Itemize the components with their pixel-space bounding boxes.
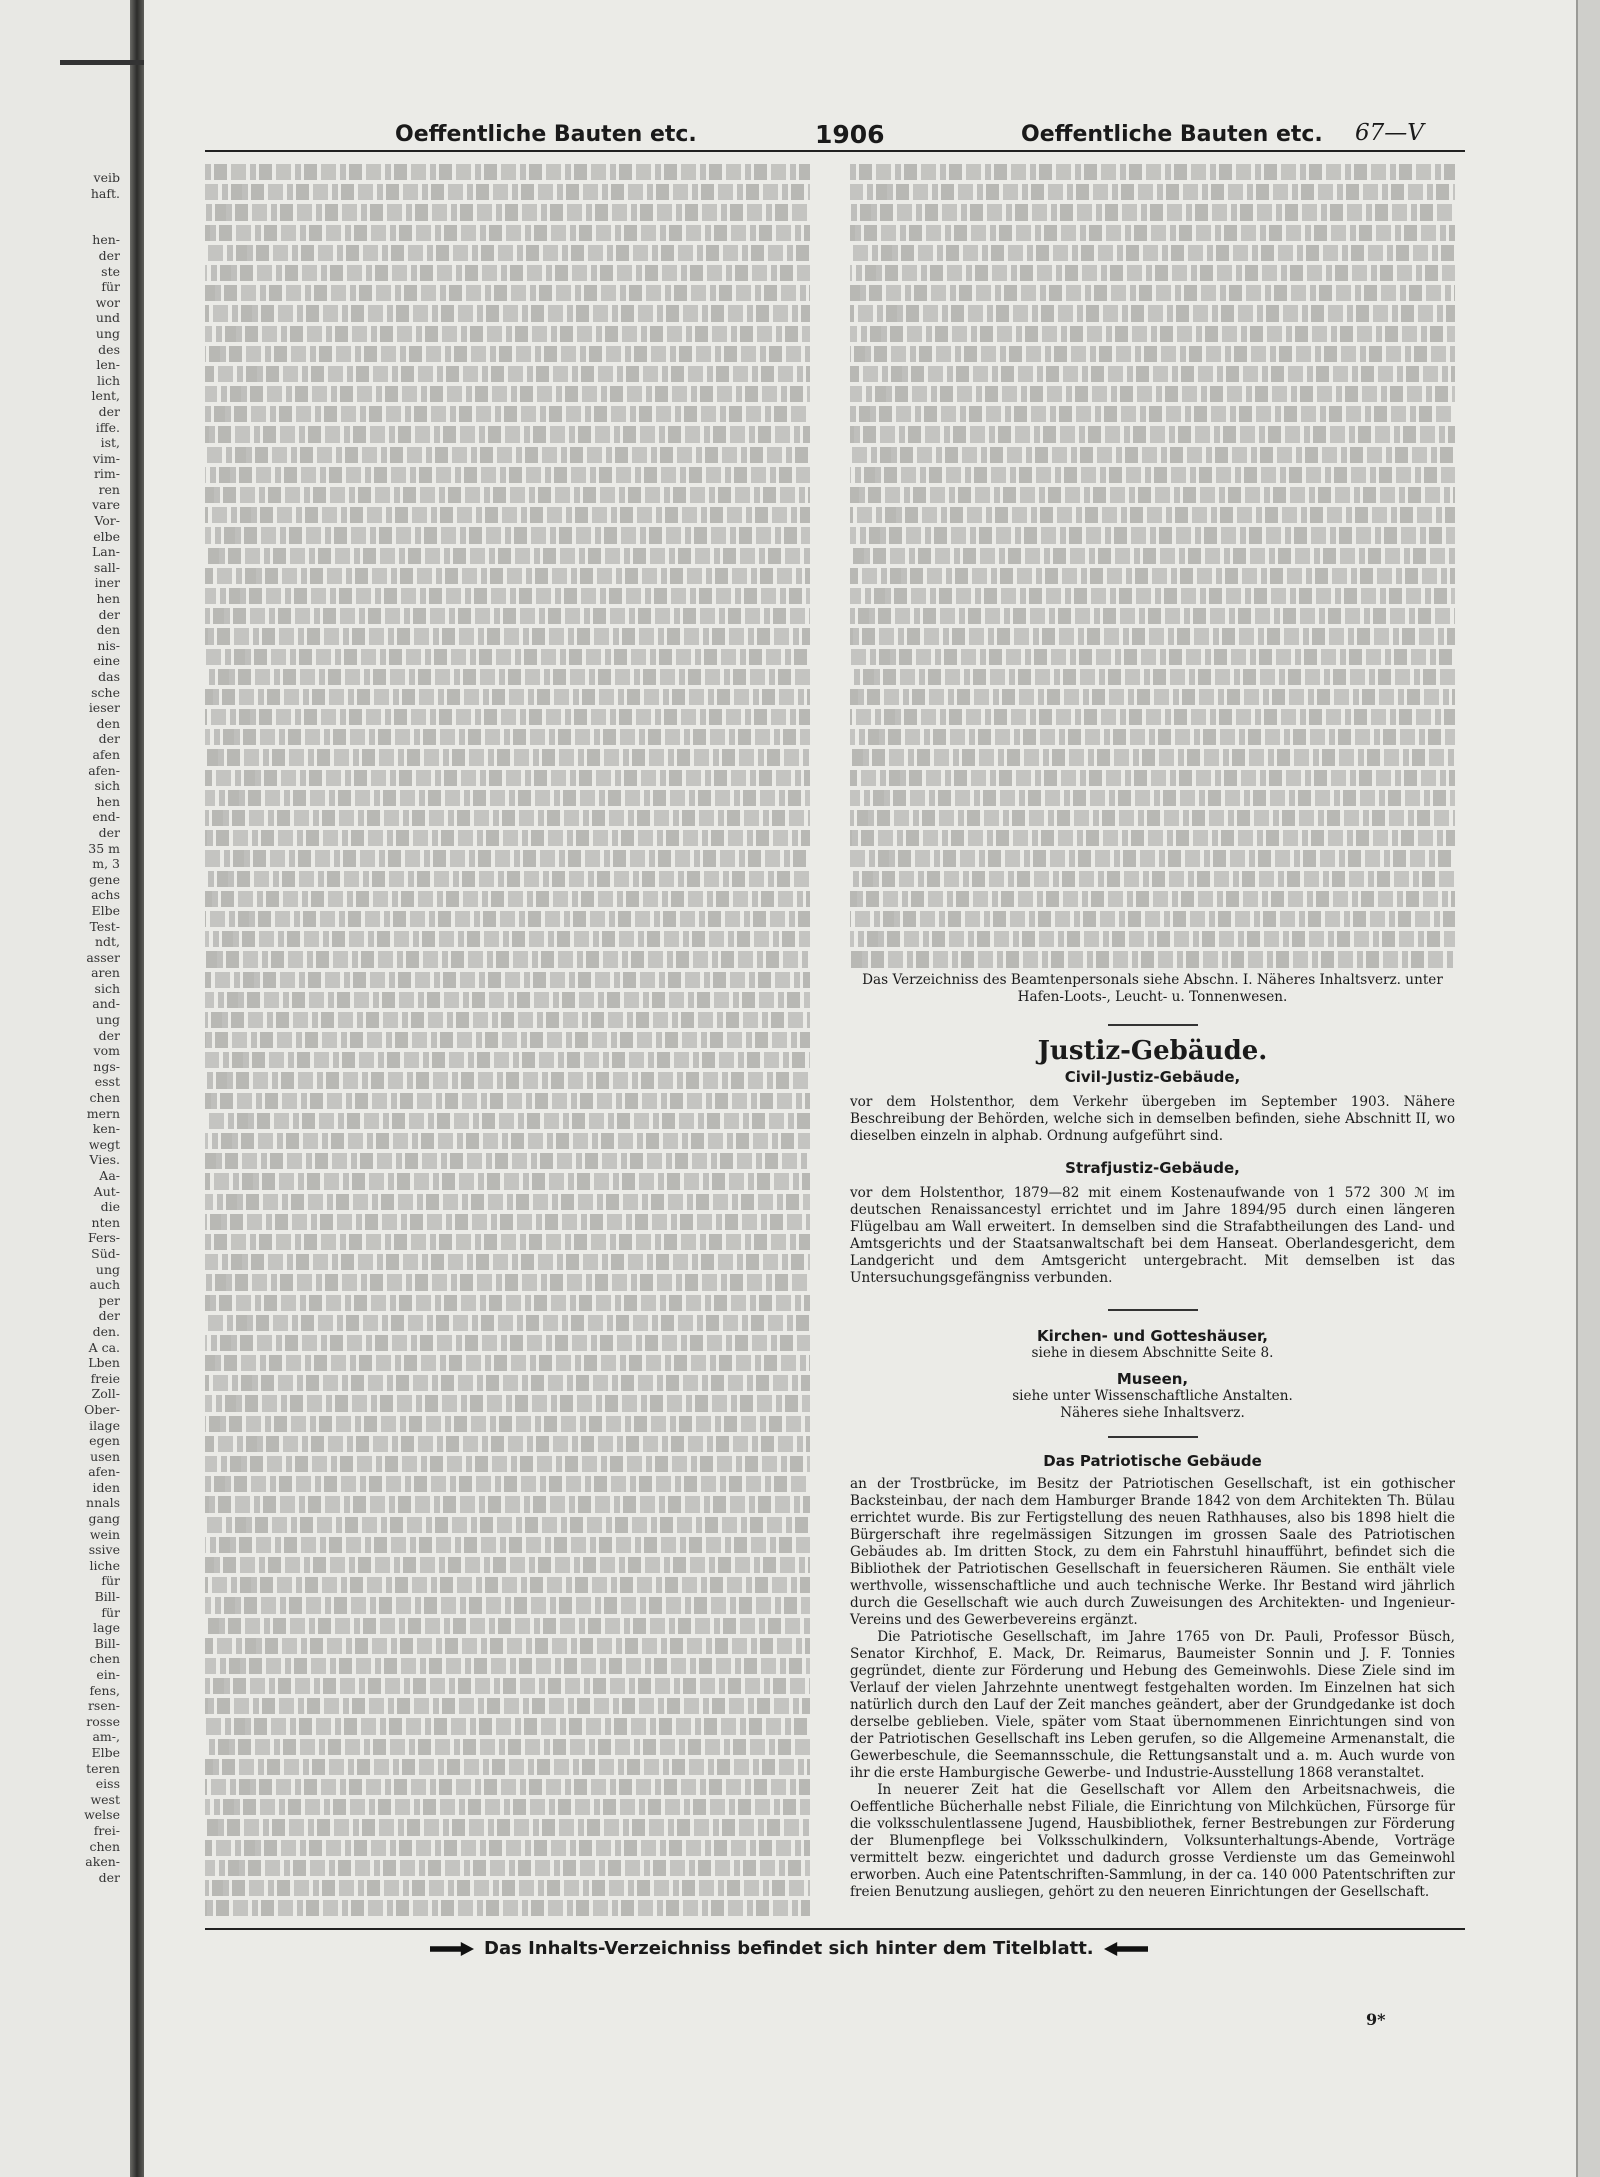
- margin-fragment: den: [96, 715, 120, 731]
- illegible-line: [205, 1093, 810, 1109]
- illegible-line: [850, 487, 1455, 503]
- margin-fragment: des: [98, 341, 120, 357]
- margin-fragment: der: [98, 606, 120, 622]
- illegible-line: [205, 608, 810, 624]
- illegible-line: [205, 1194, 810, 1210]
- illegible-line: [205, 1577, 810, 1593]
- illegible-line: [205, 548, 810, 564]
- margin-fragment: vom: [93, 1043, 120, 1059]
- illegible-line: [205, 184, 810, 200]
- kirchen-title: Kirchen- und Gotteshäuser,: [1037, 1326, 1268, 1345]
- illegible-line: [205, 810, 810, 826]
- margin-fragment: asser: [86, 949, 120, 965]
- margin-fragment: für: [101, 1573, 120, 1589]
- margin-fragment: ein-: [96, 1667, 120, 1682]
- illegible-line: [205, 1113, 810, 1129]
- illegible-line: [205, 386, 810, 402]
- margin-fragment: lich: [96, 372, 120, 388]
- margin-fragment: gang: [88, 1511, 120, 1527]
- illegible-line: [205, 346, 810, 362]
- margin-fragment: den.: [92, 1323, 120, 1339]
- margin-fragment: für: [101, 279, 120, 295]
- margin-fragment: am-,: [92, 1729, 120, 1745]
- margin-fragment: lage: [93, 1620, 120, 1636]
- margin-fragment: ndt,: [94, 934, 120, 950]
- illegible-line: [205, 1638, 810, 1654]
- illegible-line: [850, 709, 1455, 725]
- illegible-line: [205, 265, 810, 281]
- margin-fragment: end-: [92, 809, 120, 825]
- illegible-line: [205, 749, 810, 765]
- illegible-line: [205, 326, 810, 342]
- header-year: 1906: [815, 120, 885, 149]
- margin-fragment: Vies.: [89, 1152, 120, 1168]
- illegible-line: [205, 1234, 810, 1250]
- illegible-line: [205, 1880, 810, 1896]
- margin-fragment: and-: [92, 996, 120, 1012]
- personnel-note: Das Verzeichniss des Beamtenpersonals siehe Abschn. I. Näheres Inhaltsverz. unter Hafen-Loots-, Leucht- u. Tonnenwesen.: [862, 971, 1443, 1005]
- museen-title: Museen,: [1116, 1369, 1189, 1388]
- illegible-line: [205, 467, 810, 483]
- illegible-line: [850, 931, 1455, 947]
- illegible-line: [205, 225, 810, 241]
- margin-fragment: [0, 201, 120, 217]
- next-page-edge: [1576, 0, 1600, 2177]
- margin-fragment: wein: [89, 1526, 120, 1542]
- illegible-line: [205, 1072, 810, 1088]
- illegible-line: [205, 1799, 810, 1815]
- margin-fragment: sich: [94, 980, 120, 996]
- illegible-line: [205, 628, 810, 644]
- illegible-line: [205, 1739, 810, 1755]
- illegible-line: [205, 1718, 810, 1734]
- illegible-line: [205, 1335, 810, 1351]
- margin-fragment: egen: [89, 1433, 120, 1449]
- margin-fragment: mern: [86, 1105, 120, 1121]
- illegible-line: [850, 326, 1455, 342]
- margin-fragment: rosse: [86, 1713, 120, 1729]
- illegible-line: [205, 1173, 810, 1189]
- illegible-line: [205, 1759, 810, 1775]
- printer-signature: 9*: [1366, 2010, 1386, 2029]
- illegible-line: [205, 992, 810, 1008]
- margin-fragment: 35 m: [88, 840, 120, 856]
- illegible-line: [205, 1860, 810, 1876]
- strafjustiz-text: vor dem Holstenthor, 1879—82 mit einem Kostenaufwande von 1 572 300 ℳ im deutschen Renaissancestyl errichtet und im Jahre 1894/95 durch einen längeren Flügelbau am Wall erweitert. In demselben sind die Strafabtheilungen des Land- und Amtsgerichts und der Staatsanwaltschaft bei dem Hanseat. Oberlandesgericht, dem Landgericht und dem Amtsgericht untergebracht. Mit demselben ist das Untersuchungsgefängniss verbunden.: [850, 1184, 1455, 1286]
- illegible-line: [205, 1840, 810, 1856]
- illegible-line: [850, 729, 1455, 745]
- illegible-line: [850, 265, 1455, 281]
- illegible-line: [205, 830, 810, 846]
- illegible-line: [850, 951, 1455, 967]
- margin-fragment: nten: [91, 1214, 120, 1230]
- margin-fragment: hen: [96, 591, 120, 607]
- margin-fragment: nnals: [86, 1495, 120, 1511]
- pointing-hand-right-icon: [430, 1942, 474, 1956]
- patriotic-text-3: In neuerer Zeit hat die Gesellschaft vor Allem den Arbeitsnachweis, die Oeffentliche Bücherhalle nebst Filiale, die Einrichtung von Milchküchen, Fürsorge für die volksschulentlassene Jugend, Hausbibliothek, ferner Bestrebungen zur Förderung der Blumenpflege bei Volksschulkindern, Volksunterhaltungs-Abende, Vorträge vermittelt bezw. eingerichtet und dadurch grosse Verdienste um das Gemeinwohl erworben. Auch eine Patentschriften-Sammlung, in der ca. 140 000 Patentschriften zur freien Benutzung ausliegen, gehört zu den neueren Einrichtungen der Gesellschaft.: [850, 1781, 1455, 1900]
- margin-fragment: der: [98, 1308, 120, 1324]
- illegible-line: [850, 386, 1455, 402]
- illegible-line: [850, 305, 1455, 321]
- margin-fragment: liche: [89, 1557, 120, 1573]
- margin-fragment: rsen-: [87, 1698, 120, 1714]
- margin-fragment: ieser: [88, 700, 120, 716]
- margin-fragment: iden: [92, 1479, 120, 1495]
- margin-fragment: ren: [98, 481, 120, 497]
- illegible-line: [205, 1032, 810, 1048]
- illegible-line: [850, 346, 1455, 362]
- margin-fragment: Vor-: [94, 513, 120, 529]
- margin-fragment: sich: [94, 778, 120, 794]
- margin-fragment: usen: [90, 1448, 120, 1464]
- margin-fragment: gene: [89, 871, 120, 887]
- illegible-line: [850, 810, 1455, 826]
- illegible-line: [205, 1658, 810, 1674]
- illegible-line: [850, 749, 1455, 765]
- margin-fragment: elbe: [93, 528, 120, 544]
- illegible-line: [850, 850, 1455, 866]
- illegible-line: [850, 406, 1455, 422]
- illegible-line: [205, 1436, 810, 1452]
- illegible-line: [850, 649, 1455, 665]
- illegible-line: [205, 871, 810, 887]
- margin-fragment: Test-: [89, 918, 120, 934]
- illegible-line: [205, 366, 810, 382]
- illegible-line: [205, 911, 810, 927]
- illegible-line: [850, 426, 1455, 442]
- illegible-line: [205, 709, 810, 725]
- margin-fragment: hen-: [92, 232, 120, 248]
- footer-rule: [205, 1928, 1465, 1930]
- header-rule: [205, 150, 1465, 152]
- illegible-line: [850, 790, 1455, 806]
- header-right-title: Oeffentliche Bauten etc.: [1021, 122, 1323, 147]
- section-divider: [1108, 1024, 1198, 1026]
- margin-fragment: Aa-: [99, 1168, 120, 1183]
- margin-fragment: auch: [89, 1277, 120, 1293]
- margin-fragment: frei-: [93, 1822, 120, 1838]
- illegible-line: [850, 164, 1455, 180]
- illegible-line: [205, 1496, 810, 1512]
- illegible-line: [205, 972, 810, 988]
- illegible-line: [850, 891, 1455, 907]
- illegible-line: [205, 1597, 810, 1613]
- illegible-line: [205, 1698, 810, 1714]
- margin-fragment: Bill-: [94, 1589, 120, 1605]
- illegible-line: [205, 1133, 810, 1149]
- margin-fragment: A ca.: [88, 1339, 120, 1355]
- margin-fragment: ilage: [89, 1417, 120, 1433]
- margin-fragment: afen-: [88, 1464, 120, 1480]
- illegible-line: [205, 1456, 810, 1472]
- illegible-line: [850, 245, 1455, 261]
- right-column: [850, 160, 1455, 1901]
- margin-fragment: west: [90, 1791, 120, 1807]
- margin-fragment: Ober-: [84, 1401, 120, 1417]
- patriotic-text-2: Die Patriotische Gesellschaft, im Jahre 1765 von Dr. Pauli, Professor Büsch, Senator Kirchhof, E. Mack, Dr. Reimarus, Baumeister Sonnin und J. F. Tonnies gegründet, diente zur Förderung und Hebung des Gemeinwohls. Diese Ziele sind im Verlauf der vielen Jahrzehnte unentwegt festgehalten worden. Im Einzelnen hat sich natürlich durch den Lauf der Zeit manches geändert, aber der Grundgedanke ist doch derselbe geblieben. Viele, später vom Staat übernommenen Einrichtungen sind von der Patriotischen Gesellschaft ins Leben gerufen, so die Allgemeine Armenanstalt, die Gewerbeschule, die Seemannsschule, die Rettungsanstalt und a. m. Auch wurde von ihr die erste Hamburgische Gewerbe- und Industrie-Ausstellung 1868 veranstaltet.: [850, 1628, 1455, 1781]
- margin-fragment: ung: [95, 1261, 120, 1277]
- footer-text: Das Inhalts-Verzeichniss befindet sich hinter dem Titelblatt.: [484, 1938, 1094, 1959]
- kirchen-text: siehe in diesem Abschnitte Seite 8.: [1031, 1344, 1274, 1361]
- margin-fragment: aren: [91, 965, 120, 981]
- margin-fragment: ung: [95, 325, 120, 341]
- illegible-line: [205, 305, 810, 321]
- illegible-line: [205, 1557, 810, 1573]
- illegible-line: [850, 184, 1455, 200]
- illegible-line: [205, 1214, 810, 1230]
- illegible-line: [205, 487, 810, 503]
- illegible-text-block-top: [850, 164, 1455, 968]
- margin-fragment: die: [100, 1199, 120, 1215]
- illegible-line: [850, 830, 1455, 846]
- illegible-line: [850, 588, 1455, 604]
- illegible-line: [205, 426, 810, 442]
- margin-fragment: fens,: [89, 1682, 120, 1698]
- illegible-line: [205, 1355, 810, 1371]
- margin-fragment: Zoll-: [91, 1386, 120, 1402]
- illegible-line: [205, 1416, 810, 1432]
- margin-fragment: der: [98, 731, 120, 747]
- illegible-line: [205, 891, 810, 907]
- page-number: 67—V: [1355, 120, 1424, 146]
- illegible-line: [850, 669, 1455, 685]
- illegible-line: [205, 1012, 810, 1028]
- margin-fragment: wegt: [88, 1136, 120, 1152]
- margin-fragment: iffe.: [95, 419, 120, 435]
- margin-fragment: rim-: [93, 466, 120, 482]
- illegible-line: [205, 729, 810, 745]
- museen-text-2: Näheres siehe Inhaltsverz.: [1060, 1404, 1245, 1421]
- margin-fragment: afen: [92, 746, 120, 762]
- illegible-line: [205, 1315, 810, 1331]
- margin-fragment: der: [98, 1869, 120, 1885]
- margin-fragment: ste: [101, 263, 120, 279]
- illegible-line: [205, 1819, 810, 1835]
- section-divider-3: [1108, 1436, 1198, 1438]
- margin-fragment: hen: [96, 793, 120, 809]
- illegible-line: [205, 689, 810, 705]
- margin-fragment: ssive: [88, 1542, 120, 1558]
- illegible-line: [205, 1295, 810, 1311]
- margin-fragment: m, 3: [92, 856, 120, 872]
- margin-fragment: per: [98, 1292, 120, 1308]
- illegible-line: [205, 1254, 810, 1270]
- illegible-line: [850, 911, 1455, 927]
- margin-fragment: den: [96, 622, 120, 638]
- left-column: [205, 160, 810, 1920]
- illegible-line: [850, 527, 1455, 543]
- illegible-line: [205, 1678, 810, 1694]
- margin-fragment: ken-: [92, 1121, 120, 1137]
- illegible-line: [205, 406, 810, 422]
- illegible-line: [205, 1537, 810, 1553]
- margin-fragment: eiss: [95, 1776, 120, 1792]
- margin-fragment: ung: [95, 1012, 120, 1028]
- illegible-line: [850, 628, 1455, 644]
- pointing-hand-left-icon: [1104, 1942, 1148, 1956]
- margin-fragment: len-: [96, 357, 120, 373]
- illegible-line: [205, 1900, 810, 1916]
- illegible-line: [205, 507, 810, 523]
- margin-fragment: freie: [90, 1370, 120, 1386]
- illegible-line: [205, 1395, 810, 1411]
- margin-fragment: ist,: [100, 435, 120, 451]
- civil-justiz-text: vor dem Holstenthor, dem Verkehr übergeben im September 1903. Nähere Beschreibung der Behörden, welche sich in demselben befinden, siehe Abschnitt II, wo dieselben einzeln in alphab. Ordnung aufgeführt sind.: [850, 1093, 1455, 1144]
- illegible-line: [850, 507, 1455, 523]
- illegible-line: [850, 608, 1455, 624]
- illegible-line: [205, 1476, 810, 1492]
- illegible-line: [850, 204, 1455, 220]
- illegible-line: [850, 689, 1455, 705]
- margin-fragment: chen: [89, 1838, 120, 1854]
- illegible-line: [205, 790, 810, 806]
- illegible-line: [205, 1779, 810, 1795]
- illegible-line: [205, 649, 810, 665]
- patriotic-building-title: Das Patriotische Gebäude: [1043, 1451, 1262, 1470]
- illegible-line: [205, 164, 810, 180]
- margin-fragment: [0, 217, 120, 233]
- strafjustiz-title: Strafjustiz-Gebäude,: [1065, 1158, 1240, 1177]
- margin-fragment: der: [98, 824, 120, 840]
- margin-fragment: vim-: [92, 450, 120, 466]
- illegible-text-block: [205, 164, 810, 1916]
- margin-fragment: chen: [89, 1651, 120, 1667]
- illegible-line: [850, 225, 1455, 241]
- illegible-line: [205, 1618, 810, 1634]
- illegible-line: [205, 1517, 810, 1533]
- header-left-title: Oeffentliche Bauten etc.: [395, 122, 697, 147]
- margin-fragment: afen-: [88, 762, 120, 778]
- illegible-line: [850, 285, 1455, 301]
- margin-fragment: teren: [86, 1760, 120, 1776]
- illegible-line: [205, 1274, 810, 1290]
- margin-fragment: Lan-: [91, 544, 120, 560]
- margin-fragment: iner: [94, 575, 120, 591]
- margin-fragment: für: [101, 1604, 120, 1620]
- footer-note: [420, 1938, 1158, 1959]
- margin-fragment: achs: [91, 887, 120, 903]
- illegible-line: [205, 588, 810, 604]
- margin-fragment: Bill-: [94, 1635, 120, 1651]
- book-spine: [130, 0, 144, 2177]
- illegible-line: [850, 366, 1455, 382]
- illegible-line: [205, 951, 810, 967]
- margin-fragment: lent,: [91, 388, 120, 404]
- illegible-line: [850, 447, 1455, 463]
- illegible-line: [205, 669, 810, 685]
- illegible-line: [205, 1153, 810, 1169]
- margin-fragment: der: [98, 247, 120, 263]
- margin-fragment: das: [98, 669, 120, 684]
- margin-fragment: chen: [89, 1090, 120, 1106]
- margin-fragment: Fers-: [87, 1230, 120, 1246]
- civil-justiz-title: Civil-Justiz-Gebäude,: [1064, 1067, 1241, 1086]
- margin-fragment: welse: [84, 1807, 120, 1823]
- patriotic-text-1: an der Trostbrücke, im Besitz der Patriotischen Gesellschaft, ist ein gothischer Backsteinbau, der nach dem Hamburger Brande 1842 von dem Architekten Th. Bülau errichtet wurde. Bis zur Fertigstellung des neuen Rathhauses, also bis 1898 hielt die Bürgerschaft ihre regelmässigen Sitzungen im grossen Saale des Patriotischen Gebäudes ab. Im dritten Stock, zu dem ein Fahrstuhl hinaufführt, befindet sich die Bibliothek der Patriotischen Gesellschaft in feuersicheren Räumen. Sie enthält viele werthvolle, wissenschaftliche und auch technische Werke. Ihr Bestand wird jährlich durch die Gesellschaft wie auch durch Zuweisungen des Architekten- und Ingenieur-Vereins und des Gewerbevereins ergänzt.: [850, 1475, 1455, 1628]
- margin-fragment: sche: [91, 684, 120, 700]
- illegible-line: [205, 1375, 810, 1391]
- margin-fragment: haft.: [90, 185, 120, 201]
- margin-fragment: der: [98, 403, 120, 419]
- museen-text-1: siehe unter Wissenschaftliche Anstalten.: [1012, 1387, 1293, 1404]
- margin-fragment: ngs-: [93, 1058, 120, 1074]
- margin-fragment: sall-: [93, 559, 120, 575]
- page-header: [205, 110, 1465, 150]
- margin-fragment: esst: [94, 1074, 120, 1090]
- section-divider-2: [1108, 1309, 1198, 1311]
- illegible-line: [850, 467, 1455, 483]
- margin-fragment: der: [98, 1027, 120, 1043]
- illegible-line: [850, 568, 1455, 584]
- illegible-line: [205, 204, 810, 220]
- margin-fragment: Süd-: [91, 1245, 120, 1261]
- justiz-title: Justiz-Gebäude.: [1037, 1035, 1268, 1066]
- margin-fragment: Aut-: [93, 1183, 120, 1199]
- margin-fragment: Elbe: [91, 1744, 120, 1760]
- previous-page-edge: [0, 170, 120, 1940]
- illegible-line: [850, 871, 1455, 887]
- margin-fragment: Lben: [88, 1355, 120, 1371]
- margin-fragment: wor: [95, 294, 120, 310]
- margin-fragment: und: [95, 310, 120, 326]
- illegible-line: [850, 548, 1455, 564]
- illegible-line: [205, 770, 810, 786]
- margin-fragment: vare: [92, 497, 120, 513]
- illegible-line: [205, 245, 810, 261]
- illegible-line: [205, 447, 810, 463]
- illegible-line: [205, 850, 810, 866]
- illegible-line: [205, 931, 810, 947]
- illegible-line: [205, 568, 810, 584]
- illegible-line: [850, 770, 1455, 786]
- margin-fragment: Elbe: [91, 902, 120, 918]
- margin-fragment: aken-: [85, 1854, 120, 1870]
- illegible-line: [205, 1052, 810, 1068]
- margin-fragment: nis-: [97, 637, 120, 653]
- margin-fragment: eine: [93, 653, 120, 669]
- illegible-line: [205, 527, 810, 543]
- illegible-line: [205, 285, 810, 301]
- margin-fragment: veib: [93, 170, 120, 185]
